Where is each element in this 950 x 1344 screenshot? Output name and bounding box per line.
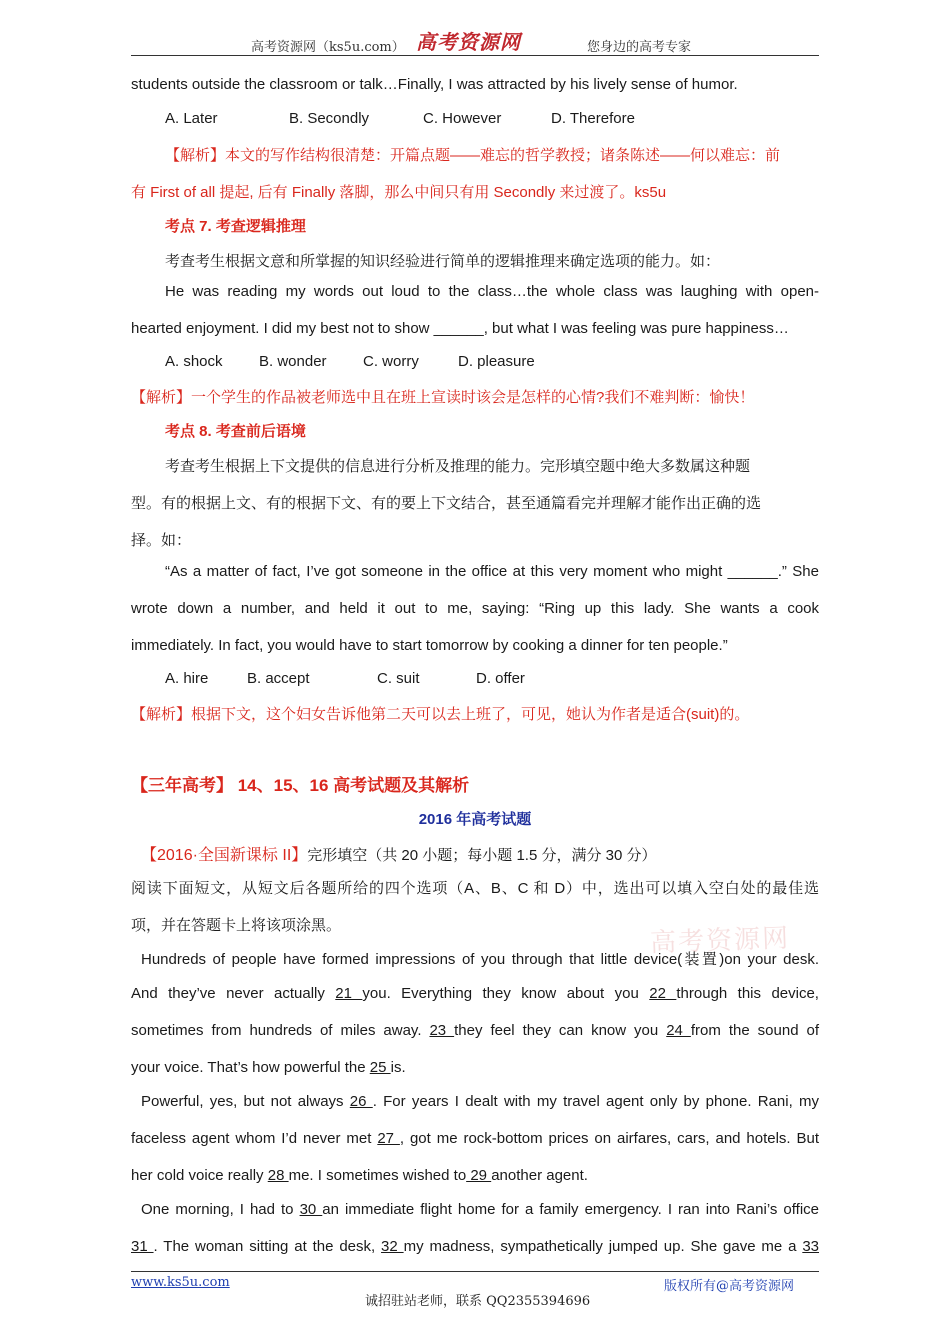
site-logo: 高考资源网: [416, 30, 521, 54]
blank-32: 32: [381, 1238, 404, 1255]
text-line: students outside the classroom or talk…Finally, I was attracted by his lively sense of humor.: [131, 76, 738, 93]
analysis-text: 【解析】一个学生的作品被老师选中且在班上宣读时该会是怎样的心情?我们不难判断：愉快！: [131, 389, 755, 406]
blank-25: 25: [369, 1059, 391, 1076]
passage-line: [131, 1167, 819, 1184]
header-divider: [131, 55, 819, 56]
option: B. Secondly: [289, 110, 370, 127]
blank-21: 21: [335, 985, 363, 1002]
passage-text: Powerful, yes, but not always: [141, 1093, 350, 1110]
analysis-text: 【解析】本文的写作结构很清楚：开篇点题——难忘的哲学教授；诸条陈述——何以难忘：前: [165, 147, 781, 164]
option: A. shock: [165, 353, 223, 370]
passage-text: they feel they can know you: [454, 1022, 667, 1039]
option: B. accept: [247, 670, 310, 687]
passage-text: One morning, I had to: [141, 1201, 300, 1218]
instruction-text: 项，并在答题卡上将该项涂黑。: [131, 917, 342, 934]
blank-24: 24: [666, 1022, 691, 1039]
passage-text: my madness, sympathetically jumped up. She gave me a: [403, 1238, 803, 1255]
example-text: wrote down a number, and held it out to me, saying: “Ring up this lady. She wants a cook: [131, 600, 819, 617]
passage-line: [131, 1022, 819, 1039]
option: C. However: [423, 110, 502, 127]
footer-divider: [131, 1271, 819, 1272]
blank-22: 22: [649, 985, 677, 1002]
passage-text: through this device,: [676, 985, 819, 1002]
passage-line: [141, 1093, 819, 1110]
exam-heading: [141, 842, 829, 865]
header-slogan: 您身边的高考专家: [587, 40, 692, 55]
blank-29: 29: [466, 1167, 492, 1184]
blank-31: 31: [131, 1238, 154, 1255]
analysis-text: 【解析】根据下文，这个妇女告诉他第二天可以去上班了，可见，她认为作者是适合(suit)的。: [131, 706, 750, 723]
kaodian-8-desc: 择。如：: [131, 532, 192, 549]
option: A. Later: [165, 110, 218, 127]
passage-text: you. Everything they know about you: [362, 985, 650, 1002]
passage-text: your voice. That’s how powerful the: [131, 1059, 370, 1076]
passage-text: an immediate flight home for a family emergency. I ran into Rani’s office: [322, 1201, 819, 1218]
footer-copyright: 版权所有@高考资源网: [664, 1279, 795, 1294]
footer-site-link[interactable]: www.ks5u.com: [131, 1275, 230, 1290]
passage-text: faceless agent whom I’d never met: [131, 1130, 378, 1147]
passage-text: her cold voice really: [131, 1167, 268, 1184]
kaodian-8-desc: 考查考生根据上下文提供的信息进行分析及推理的能力。完形填空题中绝大多数属这种题: [165, 458, 751, 475]
example-text: He was reading my words out loud to the class…the whole class was laughing with open-: [165, 283, 819, 300]
example-text: hearted enjoyment. I did my best not to show ______, but what I was feeling was pure happiness…: [131, 320, 789, 337]
passage-line: [141, 1201, 819, 1218]
option: C. worry: [363, 353, 419, 370]
year-title: 2016 年高考试题: [418, 811, 532, 828]
option: D. pleasure: [458, 353, 535, 370]
option: D. Therefore: [551, 110, 635, 127]
passage-line: Hundreds of people have formed impressions of you through that little device(装置)on your desk.: [141, 951, 819, 968]
blank-28: 28: [267, 1167, 289, 1184]
option: C. suit: [377, 670, 420, 687]
kaodian-7-desc: 考查考生根据文意和所掌握的知识经验进行简单的逻辑推理来确定选项的能力。如：: [165, 253, 721, 270]
passage-text: another agent.: [491, 1167, 588, 1184]
example-text: “As a matter of fact, I’ve got someone in the office at this very moment who might ______.” She: [165, 563, 819, 580]
passage-text: . For years I dealt with my travel agent only by phone. Rani, my: [372, 1093, 820, 1110]
blank-33: 33: [802, 1238, 819, 1255]
passage-text: And they’ve never actually: [131, 985, 336, 1002]
blank-26: 26: [349, 1093, 373, 1110]
header-site-name: 高考资源网（ks5u.com）: [251, 40, 405, 55]
footer-contact: 诚招驻站老师，联系 QQ2355394696: [365, 1294, 591, 1309]
blank-23: 23: [429, 1022, 455, 1039]
passage-text: . The woman sitting at the desk,: [153, 1238, 382, 1255]
section-heading: 【三年高考】 14、15、16 高考试题及其解析: [131, 776, 470, 795]
passage-line: [131, 1059, 819, 1076]
watermark: 高考资源网: [649, 923, 791, 959]
passage-line: [131, 1130, 819, 1147]
option: D. offer: [476, 670, 525, 687]
kaodian-7-title: 考点 7. 考查逻辑推理: [165, 218, 306, 235]
passage-text: me. I sometimes wished to: [288, 1167, 467, 1184]
passage-text: is.: [390, 1059, 406, 1076]
kaodian-8-title: 考点 8. 考查前后语境: [165, 423, 306, 440]
passage-text: sometimes from hundreds of miles away.: [131, 1022, 430, 1039]
option: A. hire: [165, 670, 209, 687]
blank-30: 30: [299, 1201, 323, 1218]
exam-source: 【2016·全国新课标 II】: [141, 847, 308, 864]
example-text: immediately. In fact, you would have to start tomorrow by cooking a dinner for ten people.”: [131, 637, 728, 654]
option: B. wonder: [259, 353, 327, 370]
passage-text: from the sound of: [690, 1022, 820, 1039]
passage-line: [131, 1238, 819, 1255]
instruction-text: 阅读下面短文，从短文后各题所给的四个选项（A、B、C 和 D）中，选出可以填入空白处的最佳选: [131, 880, 819, 897]
blank-27: 27: [377, 1130, 400, 1147]
exam-instructions: 完形填空（共 20 小题；每小题 1.5 分，满分 30 分）: [307, 847, 657, 864]
analysis-text: 有 First of all 提起, 后有 Finally 落脚，那么中间只有用 Secondly 来过渡了。ks5u: [131, 184, 667, 201]
passage-line: [131, 985, 819, 1002]
passage-text: , got me rock-bottom prices on airfares, cars, and hotels. But: [399, 1130, 820, 1147]
kaodian-8-desc: 型。有的根据上文、有的根据下文、有的要上下文结合，甚至通篇看完并理解才能作出正确的选: [131, 495, 762, 512]
